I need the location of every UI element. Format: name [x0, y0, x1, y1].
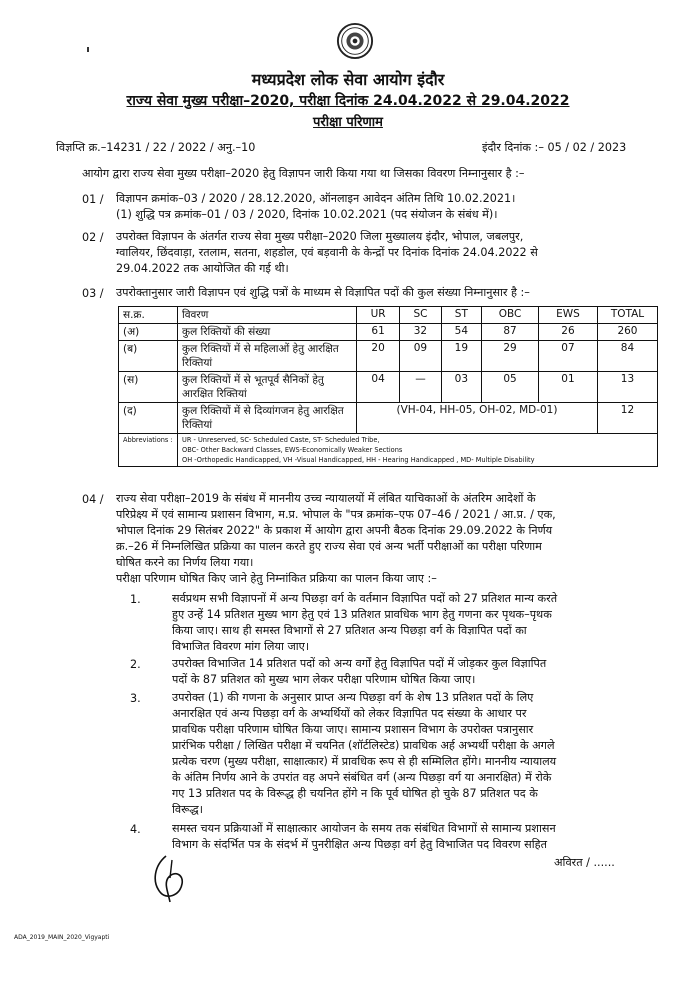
para-02-number: 02 /: [82, 231, 104, 244]
para-04-line: परीक्षा परिणाम घोषित किए जाने हेतु निम्नांकित प्रक्रिया का पालन किया जाए :–: [116, 572, 437, 585]
item-1-line: किया जाए। साथ ही समस्त विभागों से 27 प्रतिशत अन्य पिछड़ा वर्ग के विज्ञापित पदों का: [172, 624, 527, 637]
table-row: [119, 372, 658, 403]
item-3-line: प्रत्येक चरण (मुख्य परीक्षा, साक्षात्कार) में प्रावधिक रूप से ही सम्मिलित होंगे। माननीय न्यायालय: [172, 755, 557, 768]
continued-mark: अविरत / ......: [554, 856, 615, 869]
table-row: [119, 324, 658, 341]
row-sc: 32: [400, 324, 441, 341]
row-total: 12: [597, 403, 657, 434]
item-1-number: 1.: [130, 593, 141, 606]
item-1-line: सर्वप्रथम सभी विज्ञापनों में अन्य पिछड़ा वर्ग के वर्तमान विज्ञापित पदों को 27 प्रतिशत मान्य करते: [172, 592, 558, 605]
item-3-line: उपरोक्त (1) की गणना के अनुसार प्राप्त अन्य पिछड़ा वर्ग के शेष 13 प्रतिशत पदों के लिए: [172, 691, 534, 704]
table-header-cell: UR: [357, 307, 400, 324]
table-row: [119, 403, 658, 434]
para-04-line: घोषित करने का निर्णय लिया गया।: [116, 556, 254, 569]
abbreviations-text: [178, 434, 658, 467]
row-st: 54: [441, 324, 481, 341]
item-3-number: 3.: [130, 692, 141, 705]
item-3-line: के अंतिम निर्णय आने के उपरांत वह अपने संबंधित वर्ग (अन्य पिछड़ा वर्ग या अनारक्षित) में रोके: [172, 771, 552, 784]
vacancy-table: [118, 306, 658, 467]
row-description: कुल रिक्तियों में से दिव्यांगजन हेतु आरक्षित रिक्तियां: [178, 403, 357, 434]
notification-date: इंदौर दिनांक :– 05 / 02 / 2023: [482, 141, 627, 154]
item-3-line: विरूद्ध।: [172, 803, 203, 816]
table-header-cell: EWS: [539, 307, 598, 324]
row-disability-breakdown: (VH-04, HH-05, OH-02, MD-01): [357, 403, 598, 434]
margin-mark: [87, 47, 89, 52]
table-row: [119, 341, 658, 372]
para-04-number: 04 /: [82, 493, 104, 506]
table-header-cell: स.क्र.: [119, 307, 178, 324]
signature-icon: [146, 852, 192, 910]
row-ews: 07: [539, 341, 598, 372]
row-ews: 01: [539, 372, 598, 403]
row-sno: (द): [119, 403, 178, 434]
item-3-line: गए 13 प्रतिशत पद के विरूद्ध ही चयनित होंगे न कि पूर्व घोषित हो चुके 87 प्रतिशत पद के: [172, 787, 538, 800]
item-2-number: 2.: [130, 658, 141, 671]
para-04-line: भोपाल दिनांक 29 सितंबर 2022" के प्रकाश में आयोग द्वारा अपनी बैठक दिनांक 29.09.2022 के निर्णय: [116, 524, 553, 537]
item-2-line: पदों के 87 प्रतिशत को मुख्य भाग लेकर परीक्षा परिणाम घोषित किया जाए।: [172, 673, 476, 686]
item-3-line: प्रारंभिक परीक्षा / लिखित परीक्षा में चयनित (शॉर्टलिस्टेड) प्रावधिक अर्ह अभ्यर्थी परीक्षा के अगले: [172, 739, 555, 752]
para-03-line: उपरोक्तानुसार जारी विज्ञापन एवं शुद्धि पत्रों के माध्यम से विज्ञापित पदों की कुल संख्या निम्नानुसार है :–: [116, 286, 530, 299]
file-footer: ADA_2019_MAIN_2020_Vigyapti: [14, 934, 110, 941]
row-sno: (अ): [119, 324, 178, 341]
row-total: 13: [597, 372, 657, 403]
item-3-line: प्रावधिक परीक्षा परिणाम घोषित किया जाए। सामान्य प्रशासन विभाग के उपरोक्त पत्रानुसार: [172, 723, 534, 736]
item-1-line: हुए उन्हें 14 प्रतिशत मुख्य भाग हेतु एवं 13 प्रतिशत प्रावधिक भाग हेतु गणना कर पृथक–पृथक: [172, 608, 552, 621]
row-description: कुल रिक्तियों में से भूतपूर्व सैनिकों हेतु आरक्षित रिक्तियां: [178, 372, 357, 403]
row-ur: 04: [357, 372, 400, 403]
row-ur: 61: [357, 324, 400, 341]
item-4-line: विभाग के संदर्भित पत्र के संदर्भ में पुनरीक्षित अन्य पिछड़ा वर्ग हेतु विभाजित पद विवरण सहित: [172, 838, 547, 851]
para-04-line: राज्य सेवा परीक्षा–2019 के संबंध में माननीय उच्च न्यायालयों में लंबित याचिकाओं के अंतरिम आदेशों के: [116, 492, 536, 505]
row-sc: —: [400, 372, 441, 403]
table-header-cell: TOTAL: [597, 307, 657, 324]
table-header-row: [119, 307, 658, 324]
abbreviations-row: [119, 434, 658, 467]
item-3-line: अनारक्षित एवं अन्य पिछड़ा वर्ग के अभ्यर्थियों को लेकर विज्ञापित पद संख्या के आधार पर: [172, 707, 527, 720]
table-header-cell: OBC: [482, 307, 539, 324]
organization-title: मध्यप्रदेश लोक सेवा आयोग इंदौर: [251, 70, 445, 89]
abbreviations-label: Abbreviations :: [119, 434, 178, 467]
mppsc-emblem-icon: [336, 22, 374, 60]
row-ews: 26: [539, 324, 598, 341]
table-header-cell: ST: [441, 307, 481, 324]
row-st: 19: [441, 341, 481, 372]
para-01-line: विज्ञापन क्रमांक–03 / 2020 / 28.12.2020, ऑनलाइन आवेदन अंतिम तिथि 10.02.2021।: [116, 192, 516, 205]
result-title: परीक्षा परिणाम: [313, 115, 383, 130]
row-description: कुल रिक्तियों की संख्या: [178, 324, 357, 341]
intro-text: आयोग द्वारा राज्य सेवा मुख्य परीक्षा–2020 हेतु विज्ञापन जारी किया गया था जिसका विवरण निम्नानुसार है :–: [82, 167, 525, 180]
exam-title: राज्य सेवा मुख्य परीक्षा–2020, परीक्षा दिनांक 24.04.2022 से 29.04.2022: [126, 93, 570, 109]
row-description: कुल रिक्तियों में से महिलाओं हेतु आरक्षित रिक्तियां: [178, 341, 357, 372]
para-02-line: ग्वालियर, छिंदवाड़ा, रतलाम, सतना, शहडोल, एवं बड़वानी के केन्द्रों पर दिनांक दिनांक 24.04.2022 से: [116, 246, 538, 259]
para-02-line: उपरोक्त विज्ञापन के अंतर्गत राज्य सेवा मुख्य परीक्षा–2020 जिला मुख्यालय इंदौर, भोपाल, जबलपुर,: [116, 230, 524, 243]
item-1-line: विभाजित विवरण मांग लिया जाए।: [172, 640, 310, 653]
para-04-line: क्र.–26 में निम्नलिखित प्रक्रिया का पालन करते हुए राज्य सेवा एवं अन्य भर्ती परीक्षाओं का परीक्षा परिणाम: [116, 540, 542, 553]
table-header-cell: SC: [400, 307, 441, 324]
item-4-number: 4.: [130, 823, 141, 836]
row-obc: 29: [482, 341, 539, 372]
row-total: 260: [597, 324, 657, 341]
row-ur: 20: [357, 341, 400, 372]
item-4-line: समस्त चयन प्रक्रियाओं में साक्षात्कार आयोजन के समय तक संबंधित विभागों से सामान्य प्रशासन: [172, 822, 556, 835]
row-st: 03: [441, 372, 481, 403]
row-total: 84: [597, 341, 657, 372]
item-2-line: उपरोक्त विभाजित 14 प्रतिशत पदों को अन्य वर्गों हेतु विज्ञापित पदों में जोड़कर कुल विज्ञापित: [172, 657, 547, 670]
row-obc: 87: [482, 324, 539, 341]
para-02-line: 29.04.2022 तक आयोजित की गई थी।: [116, 262, 289, 275]
row-sno: (ब): [119, 341, 178, 372]
notification-ref: विज्ञप्ति क्र.–14231 / 22 / 2022 / अनु.–10: [56, 141, 256, 154]
para-03-number: 03 /: [82, 287, 104, 300]
row-obc: 05: [482, 372, 539, 403]
para-04-line: परिप्रेक्ष्य में एवं सामान्य प्रशासन विभाग, म.प्र. भोपाल के "पत्र क्रमांक–एफ 07–46 / 2021 / आ.प्र. / एक,: [116, 508, 556, 521]
para-01-line: (1) शुद्धि पत्र क्रमांक–01 / 03 / 2020, दिनांक 10.02.2021 (पद संयोजन के संबंध में)।: [116, 208, 498, 221]
table-header-cell: विवरण: [178, 307, 357, 324]
para-01-number: 01 /: [82, 193, 104, 206]
row-sc: 09: [400, 341, 441, 372]
abbreviation-line: UR - Unreserved, SC- Scheduled Caste, ST- Scheduled Tribe,: [182, 436, 380, 444]
abbreviation-line: OBC- Other Backward Classes, EWS-Economically Weaker Sections: [182, 446, 403, 454]
abbreviation-line: OH -Orthopedic Handicapped, VH -Visual Handicapped, HH - Hearing Handicapped , MD- Multiple Disability: [182, 456, 535, 464]
row-sno: (स): [119, 372, 178, 403]
